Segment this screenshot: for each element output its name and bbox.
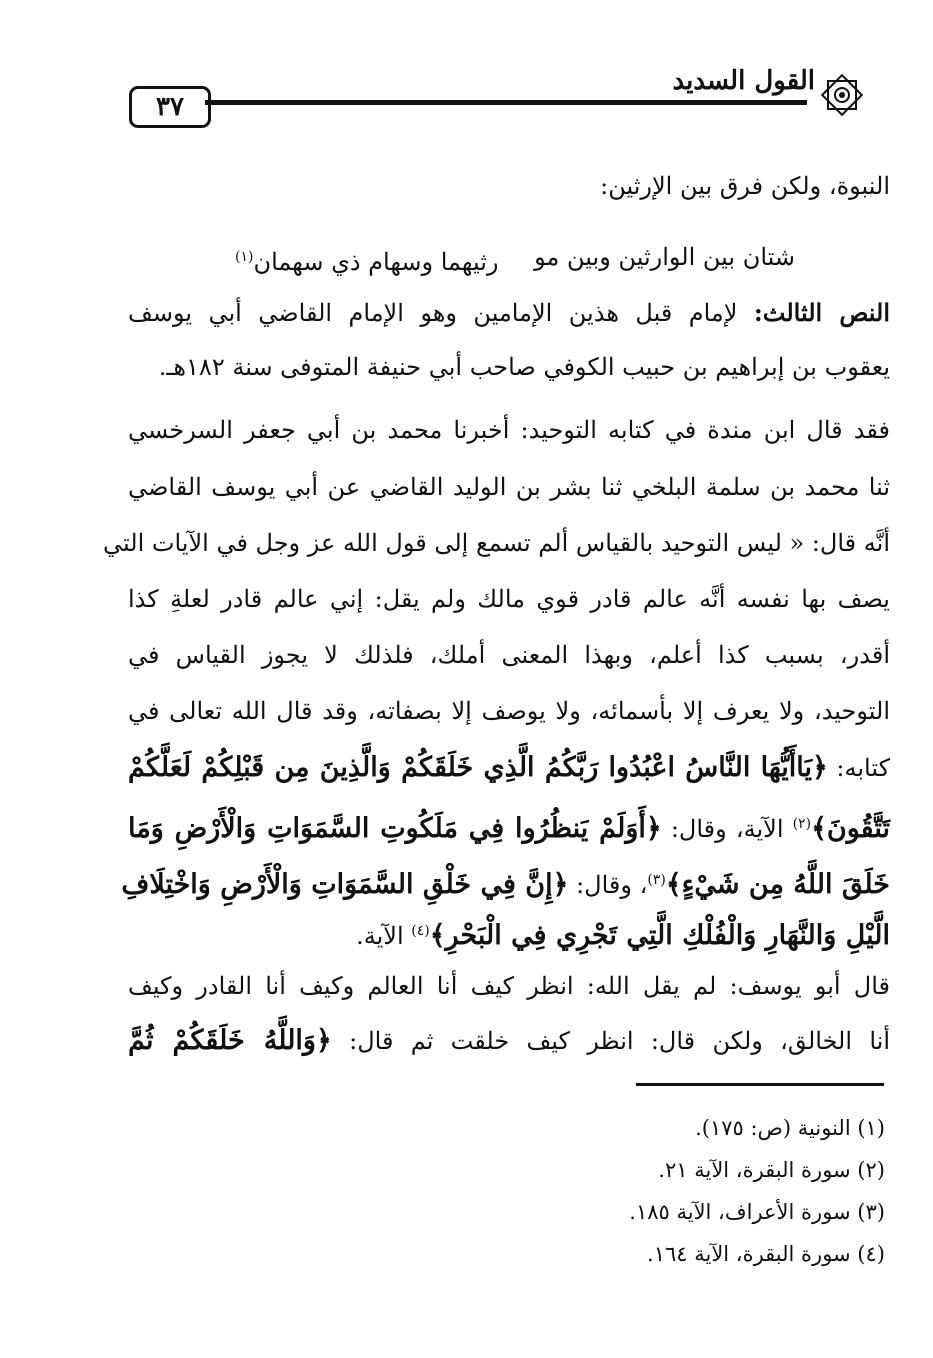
verse-hemistich: رثيهما وسهام ذي سهمان$^{(١)}$ xyxy=(235,248,499,276)
poetry-verse xyxy=(235,235,795,279)
text-line: النبوة، ولكن فرق بين الإرثين: xyxy=(600,172,890,200)
quran-quote: تَتَّقُونَ﴾ xyxy=(811,813,890,844)
footnote-ref: (٣) xyxy=(647,872,666,888)
text-line: خَلَقَ اللَّهُ مِن شَيْءٍ﴾$^{(٣)}$، وقال: ﴿إِنَّ فِي خَلْقِ السَّمَوَاتِ وَالْأَرْضِ وَاخْتِلَافِ xyxy=(121,869,890,900)
quran-quote: الَّيْلِ وَالنَّهَارِ وَالْفُلْكِ الَّتِي تَجْرِي فِي الْبَحْرِ﴾ xyxy=(429,920,890,951)
text-line: تَتَّقُونَ﴾$^{(٢)}$ الآية، وقال: ﴿أَوَلَمْ يَنظُرُوا فِي مَلَكُوتِ السَّمَوَاتِ وَالْأَرْضِ وَمَا xyxy=(128,813,890,844)
page-number: ٣٧ xyxy=(129,86,211,128)
book-title: القول السديد xyxy=(672,66,815,96)
quran-quote: ﴿إِنَّ فِي خَلْقِ السَّمَوَاتِ وَالْأَرْضِ وَاخْتِلَافِ xyxy=(121,869,569,900)
footnote: (٢) سورة البقرة، الآية ٢١. xyxy=(658,1158,885,1182)
footnotes xyxy=(485,1107,885,1275)
text-line: فقد قال ابن مندة في كتابه التوحيد: أخبرنا محمد بن أبي جعفر السرخسي xyxy=(128,416,890,444)
text-line: التوحيد، ولا يعرف إلا بأسمائه، ولا يوصف إلا بصفاته، وقد قال الله تعالى في xyxy=(128,697,890,725)
text-line: يعقوب بن إبراهيم بن حبيب الكوفي صاحب أبي حنيفة المتوفى سنة ١٨٢هـ. xyxy=(158,353,890,381)
quran-quote: ﴿وَاللَّهُ خَلَقَكُمْ ثُمَّ xyxy=(128,1025,332,1056)
footnote-ref: (٢) xyxy=(792,816,812,832)
section-label: النص الثالث: xyxy=(753,298,890,327)
footnote-separator xyxy=(636,1083,884,1086)
header-rule xyxy=(205,100,807,105)
text-line: الَّيْلِ وَالنَّهَارِ وَالْفُلْكِ الَّتِي تَجْرِي فِي الْبَحْرِ﴾$^{(٤)}$ الآية. xyxy=(356,920,890,951)
quran-quote: ﴿يَاأَيُّهَا النَّاسُ اعْبُدُوا رَبَّكُمُ الَّذِي خَلَقَكُمْ وَالَّذِينَ مِن قَبْلِكُمْ لَعَلَّكُمْ xyxy=(128,752,828,783)
text-line: النص الثالث: لإمام قبل هذين الإمامين وهو الإمام القاضي أبي يوسف xyxy=(128,298,890,327)
text-line: كتابه: ﴿يَاأَيُّهَا النَّاسُ اعْبُدُوا رَبَّكُمُ الَّذِي خَلَقَكُمْ وَالَّذِينَ مِن قَبْلِكُمْ لَعَلَّكُمْ xyxy=(128,752,890,783)
footnote-ref: (١) xyxy=(235,249,254,265)
quran-quote: ﴿أَوَلَمْ يَنظُرُوا فِي مَلَكُوتِ السَّمَوَاتِ وَالْأَرْضِ وَمَا xyxy=(128,813,662,844)
page-header xyxy=(125,64,867,144)
footnote: (٤) سورة البقرة، الآية ١٦٤. xyxy=(647,1242,885,1266)
star-ornament-icon xyxy=(817,70,867,120)
text-line: أنا الخالق، ولكن قال: انظر كيف خلقت ثم قال: ﴿وَاللَّهُ خَلَقَكُمْ ثُمَّ xyxy=(128,1025,890,1056)
text-line: قال أبو يوسف: لم يقل الله: انظر كيف أنا العالم وكيف أنا القادر وكيف xyxy=(128,972,890,1000)
text-line: يصف بها نفسه أنَّه عالم قادر قوي مالك ولم يقل: إني عالم قادر لعلةِ كذا xyxy=(128,585,890,613)
verse-hemistich: شتان بين الوارثين وبين مو xyxy=(534,243,795,271)
footnote: (١) النونية (ص: ١٧٥). xyxy=(695,1116,885,1140)
text-line: أقدر، بسبب كذا أعلم، وبهذا المعنى أملك، فلذلك لا يجوز القياس في xyxy=(128,641,890,669)
footnote: (٣) سورة الأعراف، الآية ١٨٥. xyxy=(629,1200,885,1224)
text-line: ثنا محمد بن سلمة البلخي ثنا بشر بن الوليد القاضي عن أبي يوسف القاضي xyxy=(128,473,890,501)
text-line: أنَّه قال: « ليس التوحيد بالقياس ألم تسمع إلى قول الله عز وجل في الآيات التي xyxy=(103,529,890,557)
quran-quote: خَلَقَ اللَّهُ مِن شَيْءٍ﴾ xyxy=(665,869,890,900)
footnote-ref: (٤) xyxy=(411,923,430,939)
